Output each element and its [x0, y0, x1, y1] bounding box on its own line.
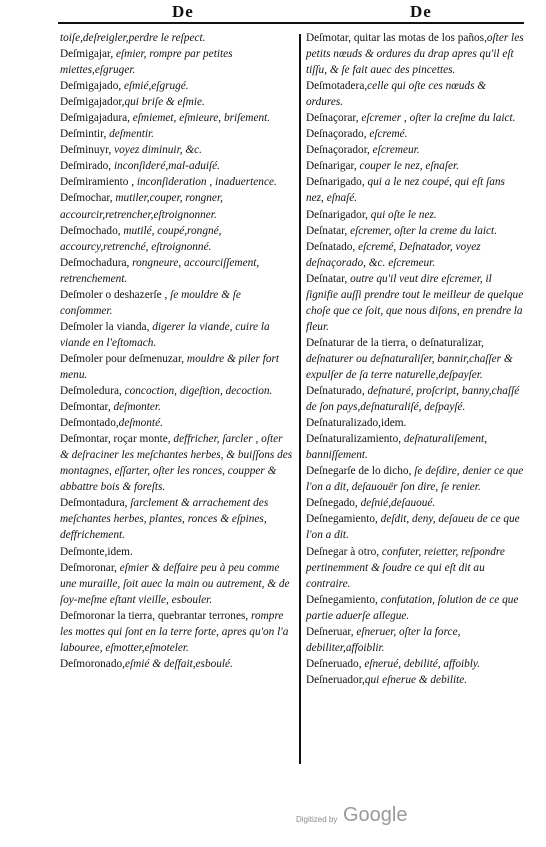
entry-definition: deſmentir.	[109, 128, 154, 141]
entry-headword: Deſmoledura,	[60, 385, 125, 398]
entry-definition: rongneure, accourciſſement, retrenchement.	[60, 256, 260, 285]
dictionary-entry	[306, 126, 524, 142]
dictionary-entry	[306, 592, 524, 624]
entry-headword: Deſmoronar la tierra, quebrantar terrones,	[60, 609, 252, 622]
entry-definition: confuter, reietter, reſpondre pertinemment & ſoudre ce qui eſt dit au contraire.	[306, 545, 505, 590]
entry-definition: digerer la viande, cuire la viande en l'eſtomach.	[60, 320, 270, 349]
entry-headword: Deſnaçorado,	[306, 128, 370, 141]
entry-headword: Deſmigajado,	[60, 80, 124, 93]
entry-headword: Deſmoler la vianda,	[60, 320, 153, 333]
dictionary-entry	[306, 30, 524, 78]
entry-headword: Deſminuyr,	[60, 144, 115, 157]
entry-definition: oſter les petits nœuds & ordures du drap apres qu'il eſt tiſſu, & ſe fait auec des pincettes.	[306, 32, 524, 77]
entry-definition: eſmié,eſgrugé.	[124, 80, 189, 93]
right-column	[306, 30, 524, 688]
dictionary-entry	[306, 624, 524, 656]
entry-definition: deſnaturé, proſcript, banny,chaſſé de ſon pays,deſnaturaliſé, deſpayſé.	[306, 385, 520, 414]
dictionary-entry	[306, 415, 524, 431]
dictionary-entry	[60, 399, 294, 415]
dictionary-entry	[306, 544, 524, 592]
entry-definition: deſnaturer ou deſnaturaliſer, bannir,chaſſer & expulſer de ſa terre naturelle,deſpayſer.	[306, 352, 513, 381]
dictionary-entry	[306, 672, 524, 688]
entry-headword: Deſnatar,	[306, 272, 351, 285]
dictionary-entry	[60, 319, 294, 351]
entry-headword: Deſnegamiento,	[306, 593, 381, 606]
entry-headword: Deſmintir,	[60, 128, 110, 141]
dictionary-entry	[60, 174, 294, 190]
entry-headword: Deſmontadura,	[60, 497, 131, 510]
entry-definition: eſnerué, debilité, affoibly.	[364, 657, 481, 670]
dictionary-entry	[306, 431, 524, 463]
dictionary-entry	[60, 544, 294, 560]
entry-definition: deſnié,deſauoué.	[360, 497, 436, 510]
entry-definition: eſmier & deſfaire peu à peu comme une muraille, ſoit auec la main ou autrement, & de ſoy-meſme eſtant vieille, esbouler.	[60, 561, 290, 606]
entry-definition: eſcremer, oſter la creme du laict.	[350, 224, 498, 237]
entry-headword: Deſnaçorar,	[306, 112, 362, 125]
dictionary-entry	[60, 78, 294, 94]
entry-definition: deffricher, ſarcler , oſter & deſraciner les meſchantes herbes, & buiſſons des montagnes, eſſarter, oſter les ronces, coupper & abbattre bois & foreſts.	[60, 433, 293, 494]
entry-headword: Deſmoronado,	[60, 657, 125, 670]
dictionary-entry	[306, 271, 524, 335]
dictionary-entry	[60, 495, 294, 543]
entry-definition: eſmié & deſfait,esboulé.	[124, 657, 233, 670]
entry-definition: mutiler,couper, rongner, accourcir,retrencher,eſtroignonner.	[60, 192, 223, 221]
entry-definition: concoction, digeſtion, decoction.	[124, 385, 273, 398]
entry-headword: Deſneruado,	[306, 657, 365, 670]
digitized-by-text: Digitized by	[296, 815, 338, 824]
entry-headword: Deſnarigar,	[306, 160, 360, 173]
dictionary-entry	[60, 560, 294, 608]
entry-headword: Deſnarigado,	[306, 176, 368, 189]
entry-headword: Deſmoronar,	[60, 561, 120, 574]
entry-headword: Deſnatar,	[306, 224, 351, 237]
dictionary-entry	[60, 415, 294, 431]
dictionary-entry	[306, 495, 524, 511]
entry-headword: Deſmotadera,	[306, 80, 368, 93]
entry-headword: Deſmotar, quitar las motas de los paños,	[306, 32, 487, 44]
dictionary-entry	[306, 335, 524, 383]
dictionary-entry	[306, 174, 524, 206]
dictionary-entry	[60, 190, 294, 222]
entry-definition: mutilé, coupé,rongné, accourcy,retrenché, eſtroignonné.	[60, 224, 222, 253]
entry-definition: deſdit, deny, deſaueu de ce que l'on a dit.	[306, 513, 520, 542]
running-head-left: De	[172, 2, 194, 21]
entry-headword: Deſnaçorador,	[306, 144, 373, 157]
entry-headword: Deſmochadura,	[60, 256, 133, 269]
entry-headword: Deſneruador,	[306, 673, 365, 686]
left-column	[60, 30, 294, 672]
entry-definition: deſmonter.	[113, 401, 161, 414]
entry-headword: Deſmiramiento	[60, 176, 132, 189]
entry-headword: Deſnaturalizamiento,	[306, 433, 404, 446]
entry-headword: Deſnarigador,	[306, 208, 371, 221]
dictionary-entry	[60, 30, 294, 46]
entry-definition: , inconſideration , inaduertence.	[131, 176, 277, 189]
entry-definition: outre qu'il veut dire eſcremer, il ſignifie auſſi prendre tout le meilleur de quelque choſe que ce ſoit, que nous diſons, en prendre la fleur.	[306, 272, 524, 333]
dictionary-entry	[306, 383, 524, 415]
entry-definition: voyez diminuir, &c.	[114, 144, 202, 157]
entry-headword: Deſnatado,	[306, 240, 359, 253]
entry-headword: Deſnaturar de la tierra, o deſnaturalizar,	[306, 336, 485, 349]
running-head-right: De	[410, 2, 432, 21]
entry-definition: deſnaturaliſement, banniſſement.	[306, 433, 488, 462]
dictionary-entry	[60, 223, 294, 255]
entry-definition: mouldre & piler fort menu.	[60, 352, 280, 381]
column-divider	[299, 34, 301, 764]
dictionary-entry	[60, 351, 294, 383]
dictionary-entry	[60, 656, 294, 672]
entry-headword: Deſmigajadura,	[60, 112, 133, 125]
entry-headword: Deſnegar à otro,	[306, 545, 382, 558]
entry-headword: Deſmoler o deshazerſe	[60, 288, 165, 301]
dictionary-entry	[60, 255, 294, 287]
dictionary-entry	[306, 110, 524, 126]
entry-definition: eſmiemet, eſmieure, briſement.	[132, 112, 271, 125]
dictionary-entry	[306, 207, 524, 223]
entry-definition: eſcremeur.	[372, 144, 420, 157]
entry-definition: qui a le nez coupé, qui eſt ſans nez, eſnaſé.	[306, 176, 505, 205]
entry-headword: Deſmontar, roçar monte,	[60, 433, 174, 446]
dictionary-entry	[60, 383, 294, 399]
dictionary-entry	[306, 223, 524, 239]
entry-headword: Deſnegado,	[306, 497, 361, 510]
entry-headword: Deſmochar,	[60, 192, 116, 205]
entry-definition: ſarclement & arrachement des meſchantes herbes, plantes, ronces & eſpines, deffrichement.	[60, 497, 269, 542]
entry-definition: qui eſnerue & debilite.	[364, 673, 468, 686]
entry-headword: Deſmontado,	[60, 417, 119, 430]
dictionary-entry	[306, 158, 524, 174]
entry-definition: rompre les mottes qui ſont en la terre forte, apres qu'on l'a labouree, eſmotter,eſmoteler.	[60, 609, 289, 654]
entry-headword: Deſmigajador,	[60, 96, 125, 109]
entry-definition: couper le nez, eſnaſer.	[359, 160, 459, 173]
google-logo: Google	[343, 804, 408, 826]
dictionary-entry	[60, 431, 294, 495]
entry-definition: toiſe,deſreigler,perdre le reſpect.	[60, 32, 206, 44]
entry-headword: Deſneruar,	[306, 625, 357, 638]
entry-headword: Deſmigajar,	[60, 48, 117, 61]
entry-definition: eſmier, rompre par petites miettes,eſgruger.	[60, 48, 233, 77]
dictionary-entry	[306, 511, 524, 543]
entry-definition: qui oſte le nez.	[370, 208, 437, 221]
dictionary-entry	[60, 94, 294, 110]
entry-headword: Deſnaturalizado,idem.	[306, 417, 407, 430]
entry-headword: Deſnaturado,	[306, 385, 368, 398]
entry-definition: confutation, ſolution de ce que partie aduerſe allegue.	[306, 593, 519, 622]
dictionary-entry	[60, 110, 294, 126]
entry-definition: eſcremer , oſter la creſme du laict.	[361, 112, 516, 125]
entry-definition: eſcremé.	[369, 128, 408, 141]
entry-definition: qui briſe & eſmie.	[124, 96, 205, 109]
entry-headword: Deſmontar,	[60, 401, 114, 414]
dictionary-entry	[60, 608, 294, 656]
entry-headword: Deſmochado,	[60, 224, 124, 237]
entry-headword: Deſmoler pour deſmenuzar,	[60, 352, 187, 365]
entry-headword: Deſnegarſe de lo dicho,	[306, 465, 415, 478]
entry-headword: Deſnegamiento,	[306, 513, 381, 526]
entry-definition: eſneruer, oſter la force, debiliter,affoiblir.	[306, 625, 461, 654]
dictionary-entry	[60, 46, 294, 78]
entry-definition: eſcremé, Deſnatador, voyez deſnaçorado, &c. eſcremeur.	[306, 240, 481, 269]
header-rule	[58, 22, 524, 24]
entry-definition: inconſideré,mal-aduiſé.	[113, 160, 221, 173]
entry-headword: Deſmirado,	[60, 160, 114, 173]
entry-headword: Deſmonte,idem.	[60, 545, 133, 558]
dictionary-entry	[306, 656, 524, 672]
dictionary-entry	[60, 126, 294, 142]
dictionary-entry	[60, 287, 294, 319]
entry-definition: celle qui oſte ces nœuds & ordures.	[306, 80, 487, 109]
dictionary-entry	[60, 142, 294, 158]
entry-definition: , ſe mouldre & ſe conſommer.	[60, 288, 241, 317]
dictionary-entry	[60, 158, 294, 174]
dictionary-entry	[306, 142, 524, 158]
dictionary-entry	[306, 463, 524, 495]
entry-definition: deſmonté.	[118, 417, 163, 430]
dictionary-entry	[306, 78, 524, 110]
entry-definition: ſe deſdire, denier ce que l'on a dit, deſauouër ſon dire, ſe renier.	[306, 465, 524, 494]
dictionary-entry	[306, 239, 524, 271]
